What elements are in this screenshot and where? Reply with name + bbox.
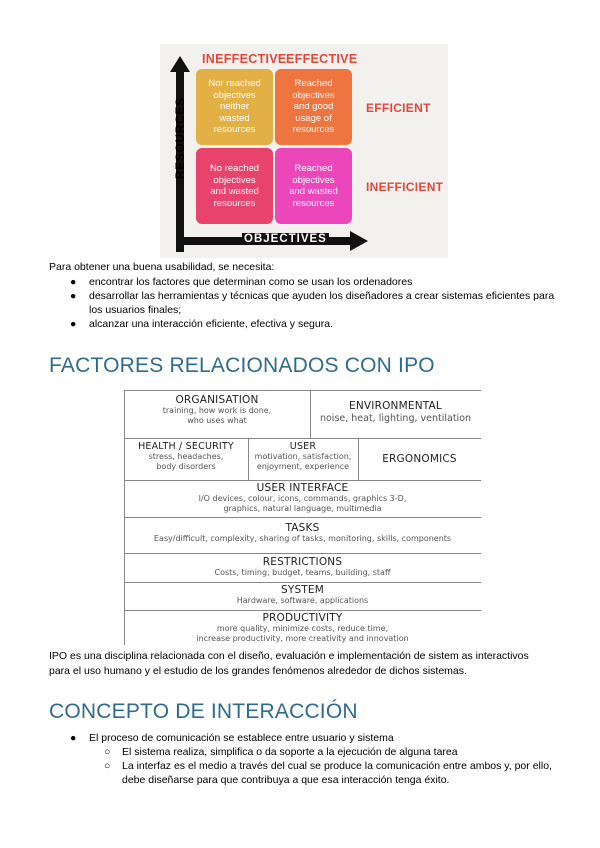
cell-title: HEALTH / SECURITY: [138, 441, 234, 452]
cell-title: PRODUCTIVITY: [262, 612, 343, 624]
quadrant-ineffective-inefficient: [196, 148, 273, 224]
cell-tasks: [124, 522, 481, 544]
list-item-text: La interfaz es el medio a través del cual se produce la comunicación entre ambos y, por ello, debe diseñarse para que contribuya a que esa interacción tenga éxito.: [122, 760, 552, 786]
cell-subtitle: motivation, satisfaction, enjoyment, experience: [254, 452, 352, 471]
row-label-inefficient: INEFFICIENT: [366, 180, 444, 194]
cell-subtitle: more quality, minimize costs, reduce time, increase productivity, more creativity and innovation: [196, 624, 409, 643]
cell-subtitle: I/O devices, colour, icons, commands, graphics 3-D, graphics, natural language, multimedia: [198, 494, 407, 513]
list-item: ● alcanzar una interacción eficiente, efectiva y segura.: [70, 318, 333, 330]
quadrant-text: No reached objectives and wasted resources: [209, 163, 260, 209]
list-item: ● encontrar los factores que determinan como se usan los ordenadores: [70, 276, 413, 288]
quadrant-text: Reached objectives and good usage of resources: [292, 78, 335, 136]
list-item-text: desarrollar las herramientas y técnicas que ayuden los diseñadores a crear sistemas eficientes para los usuarios finales;: [89, 290, 555, 316]
cell-user: [248, 441, 358, 472]
list-item: ● El proceso de comunicación se establece entre usuario y sistema: [70, 732, 394, 744]
cell-restrictions: [124, 556, 481, 578]
ipo-factors-table: [124, 390, 481, 645]
cell-title: SYSTEM: [280, 584, 325, 596]
y-axis-label: RESOURCES: [175, 97, 187, 179]
cell-title: ENVIRONMENTAL: [349, 400, 442, 412]
list-item-text: El proceso de comunicación se establece entre usuario y sistema: [89, 732, 394, 744]
efficiency-effectiveness-figure: [160, 44, 448, 258]
quadrant-ineffective-efficient: [196, 69, 273, 145]
cell-subtitle: stress, headaches, body disorders: [148, 452, 224, 471]
cell-productivity: [124, 612, 481, 644]
cell-title: TASKS: [285, 522, 320, 534]
cell-health-security: [124, 441, 248, 472]
intro-bullet-list: [70, 275, 560, 331]
list-item: ● desarrollar las herramientas y técnicas que ayuden los diseñadores a crear sistemas eficientes para los usuarios finales;: [70, 290, 555, 316]
quadrant-effective-inefficient: [275, 148, 352, 224]
quadrant-text: Nor reached objectives neither wasted resources: [208, 78, 261, 136]
header-ineffective: INEFFECTIVE: [202, 52, 287, 66]
cell-subtitle: Hardware, software, applications: [236, 596, 369, 605]
list-item: ○ La interfaz es el medio a través del cual se produce la comunicación entre ambos y, por ello, debe diseñarse para que contribuya a que esa interacción tenga éxito.: [104, 760, 552, 786]
cell-ergonomics: [358, 453, 481, 465]
interaction-bullet-list: [70, 731, 560, 745]
list-item: ○ El sistema realiza, simplifica o da soporte a la ejecución de alguna tarea: [104, 746, 458, 758]
ipo-paragraph-line2: para el uso humano y el estudio de los grandes fenómenos alrededor de dichos sistemas.: [49, 665, 467, 677]
cell-title: USER INTERFACE: [256, 482, 349, 494]
cell-subtitle: training, how work is done, who uses what: [162, 406, 272, 425]
quadrant-text: Reached objectives and wasted resources: [289, 163, 338, 209]
cell-organisation: [124, 394, 310, 426]
cell-title: ERGONOMICS: [382, 453, 457, 465]
header-effective: EFFECTIVE: [286, 52, 358, 66]
section-heading-factores: FACTORES RELACIONADOS CON IPO: [49, 354, 435, 377]
ipo-paragraph-line1: IPO es una disciplina relacionada con el diseño, evaluación e implementación de sistem as interactivos: [49, 650, 529, 662]
x-axis-label: OBJECTIVES: [244, 233, 327, 245]
interaction-sub-list: [104, 745, 560, 787]
cell-title: ORGANISATION: [175, 394, 259, 406]
cell-system: [124, 584, 481, 606]
row-label-efficient: EFFICIENT: [366, 101, 431, 115]
intro-paragraph: Para obtener una buena usabilidad, se necesita:: [49, 261, 275, 273]
cell-user-interface: [124, 482, 481, 514]
list-item-text: encontrar los factores que determinan como se usan los ordenadores: [89, 276, 413, 288]
cell-subtitle: Easy/difficult, complexity, sharing of tasks, monitoring, skills, components: [153, 534, 452, 543]
cell-title: USER: [289, 441, 317, 452]
section-heading-interaccion: CONCEPTO DE INTERACCIÓN: [49, 700, 358, 723]
quadrant-effective-efficient: [275, 69, 352, 145]
cell-subtitle: noise, heat, lighting, ventilation: [319, 413, 472, 424]
cell-title: RESTRICTIONS: [262, 556, 343, 568]
cell-subtitle: Costs, timing, budget, teams, building, staff: [214, 568, 391, 577]
list-item-text: El sistema realiza, simplifica o da soporte a la ejecución de alguna tarea: [122, 746, 458, 758]
list-item-text: alcanzar una interacción eficiente, efectiva y segura.: [89, 318, 333, 330]
cell-environmental: [310, 400, 481, 425]
